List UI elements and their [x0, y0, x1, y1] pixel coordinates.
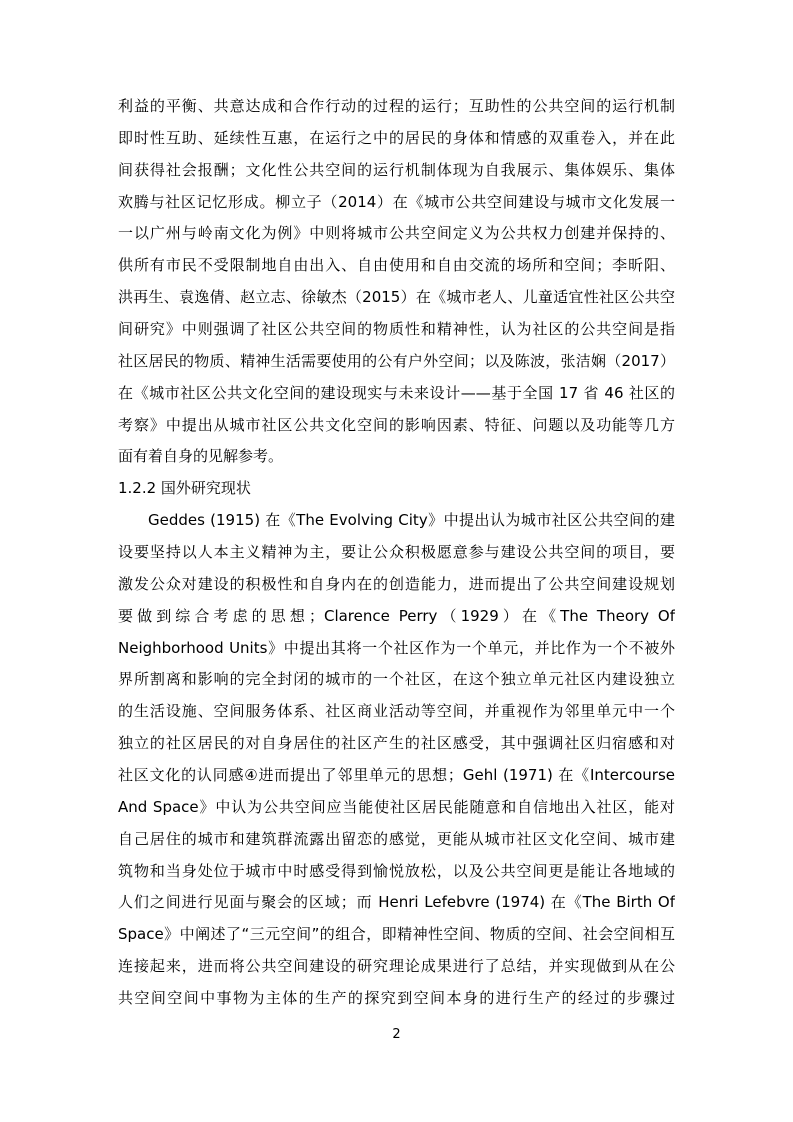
text-line: 设要坚持以人本主义精神为主，要让公众积极愿意参与建设公共空间的项目，要	[118, 543, 675, 561]
text-line: 连接起来，进而将公共空间建设的研究理论成果进行了总结，并实现做到从在公	[118, 957, 675, 975]
text-line: 人们之间进行见面与聚会的区域；而 Henri Lefebvre (1974) 在《The Birth Of	[118, 893, 675, 911]
text-line: 社区文化的认同感④进而提出了邻里单元的思想；Gehl (1971) 在《Intercourse	[118, 766, 675, 784]
section-heading: 1.2.2 国外研究现状	[118, 479, 251, 497]
text-line: 考察》中提出从城市社区公共文化空间的影响因素、特征、问题以及功能等几方	[118, 416, 675, 434]
text-line: 利益的平衡、共意达成和合作行动的过程的运行；互助性的公共空间的运行机制	[118, 97, 675, 115]
text-line: 界所割离和影响的完全封闭的城市的一个社区，在这个独立单元社区内建设独立	[118, 670, 675, 688]
text-line: 的生活设施、空间服务体系、社区商业活动等空间，并重视作为邻里单元中一个	[118, 702, 675, 720]
text-line: 欢腾与社区记忆形成。柳立子（2014）在《城市公共空间建设与城市文化发展一	[118, 193, 675, 211]
text-line: Geddes (1915) 在《The Evolving City》中提出认为城市社区公共空间的建	[148, 511, 675, 529]
text-line: 共空间空间中事物为主体的生产的探究到空间本身的进行生产的经过的步骤过	[118, 989, 675, 1007]
text-line: Neighborhood Units》中提出其将一个社区作为一个单元，并比作为一个不被外	[118, 639, 675, 657]
page-number: 2	[392, 1027, 401, 1042]
text-line: And Space》中认为公共空间应当能使社区居民能随意和自信地出入社区，能对	[118, 798, 675, 816]
text-line: 一以广州与岭南文化为例》中则将城市公共空间定义为公共权力创建并保持的、	[118, 224, 675, 242]
text-line: 独立的社区居民的对自身居住的社区产生的社区感受，其中强调社区归宿感和对	[118, 734, 675, 752]
text-line: Space》中阐述了“三元空间”的组合，即精神性空间、物质的空间、社会空间相互	[118, 925, 675, 943]
text-line: 面有着自身的见解参考。	[118, 447, 284, 465]
text-line: 社区居民的物质、精神生活需要使用的公有户外空间；以及陈波，张洁娴（2017）	[118, 352, 675, 370]
text-line: 洪再生、袁逸倩、赵立志、徐敏杰（2015）在《城市老人、儿童适宜性社区公共空	[118, 288, 675, 306]
text-line: 间获得社会报酬；文化性公共空间的运行机制体现为自我展示、集体娱乐、集体	[118, 161, 675, 179]
text-line: 要做到综合考虑的思想；Clarence Perry（1929）在《The Theory Of	[118, 607, 675, 625]
text-line: 激发公众对建设的积极性和自身内在的创造能力，进而提出了公共空间建设规划	[118, 575, 675, 593]
text-line: 自己居住的城市和建筑群流露出留恋的感觉，更能从城市社区文化空间、城市建	[118, 830, 675, 848]
text-line: 筑物和当身处位于城市中时感受得到愉悦放松，以及公共空间更是能让各地域的	[118, 862, 675, 880]
text-line: 间研究》中则强调了社区公共空间的物质性和精神性，认为社区的公共空间是指	[118, 320, 675, 338]
text-line: 即时性互助、延续性互惠，在运行之中的居民的身体和情感的双重卷入，并在此	[118, 129, 675, 147]
text-line: 供所有市民不受限制地自由出入、自由使用和自由交流的场所和空间；李昕阳、	[118, 256, 675, 274]
text-line: 在《城市社区公共文化空间的建设现实与未来设计——基于全国 17 省 46 社区的	[118, 384, 675, 402]
